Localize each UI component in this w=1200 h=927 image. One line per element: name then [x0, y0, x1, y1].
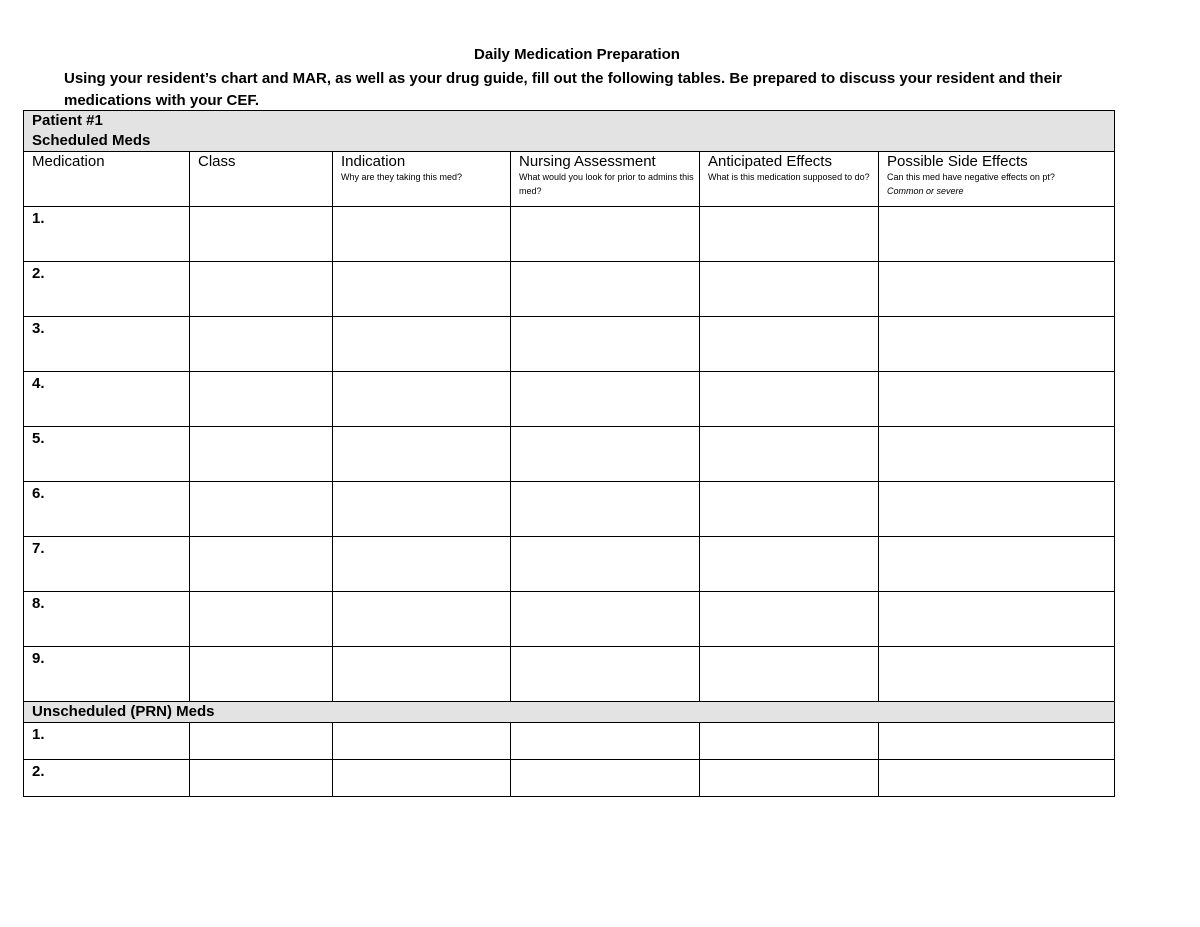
entry-cell[interactable]: [879, 427, 1115, 482]
entry-cell[interactable]: [879, 482, 1115, 537]
entry-cell[interactable]: [700, 317, 879, 372]
page-title: Daily Medication Preparation: [474, 46, 680, 63]
row-number-cell: [24, 723, 190, 760]
entry-cell[interactable]: [511, 482, 700, 537]
entry-cell[interactable]: [511, 537, 700, 592]
row-number-cell: [24, 592, 190, 647]
column-header: [879, 152, 1115, 207]
row-number-cell: [24, 482, 190, 537]
medication-table: [23, 110, 1114, 809]
entry-cell[interactable]: [333, 372, 511, 427]
entry-cell[interactable]: [511, 207, 700, 262]
entry-cell[interactable]: [333, 317, 511, 372]
column-header-label: Indication: [341, 153, 406, 170]
instructions: Using your resident’s chart and MAR, as well as your drug guide, fill out the following tables. Be prepared to discuss your resident and their medications with your CEF.: [64, 70, 1062, 109]
column-header-hint: What is this medication supposed to do?: [708, 172, 870, 182]
column-header-hint-italic: Common or severe: [887, 186, 964, 196]
row-number-cell: [24, 317, 190, 372]
row-number-cell: [24, 760, 190, 797]
entry-cell[interactable]: [333, 592, 511, 647]
entry-cell[interactable]: [700, 427, 879, 482]
entry-cell[interactable]: [511, 592, 700, 647]
row-number-cell: [24, 427, 190, 482]
row-number: 7.: [32, 540, 45, 557]
entry-cell[interactable]: [511, 262, 700, 317]
row-number-cell: [24, 207, 190, 262]
table-row: [24, 427, 1115, 482]
entry-cell[interactable]: [511, 723, 700, 760]
table-row: [24, 207, 1115, 262]
row-number: 1.: [32, 210, 45, 227]
entry-cell[interactable]: [190, 427, 333, 482]
entry-cell[interactable]: [190, 207, 333, 262]
scheduled-label: Scheduled Meds: [32, 132, 151, 149]
entry-cell[interactable]: [879, 760, 1115, 797]
entry-cell[interactable]: [700, 207, 879, 262]
table-row: [24, 262, 1115, 317]
row-number: 2.: [32, 265, 45, 282]
entry-cell[interactable]: [879, 537, 1115, 592]
table-row: [24, 760, 1115, 797]
entry-cell[interactable]: [190, 647, 333, 702]
row-number: 8.: [32, 595, 45, 612]
prn-label: Unscheduled (PRN) Meds: [32, 703, 215, 720]
scheduled-meds-body: [24, 207, 1115, 702]
table-row: [24, 723, 1115, 760]
entry-cell[interactable]: [190, 760, 333, 797]
entry-cell[interactable]: [879, 317, 1115, 372]
column-header-row: [24, 152, 1115, 207]
table-row: [24, 647, 1115, 702]
table-row: [24, 537, 1115, 592]
entry-cell[interactable]: [700, 537, 879, 592]
entry-cell[interactable]: [879, 207, 1115, 262]
column-header: [511, 152, 700, 207]
column-header-label: Class: [198, 153, 236, 170]
entry-cell[interactable]: [879, 592, 1115, 647]
column-header: [333, 152, 511, 207]
column-header-hint: Can this med have negative effects on pt?: [887, 172, 1055, 182]
entry-cell[interactable]: [511, 427, 700, 482]
column-header-label: Possible Side Effects: [887, 153, 1028, 170]
row-number-cell: [24, 262, 190, 317]
entry-cell[interactable]: [190, 592, 333, 647]
entry-cell[interactable]: [511, 647, 700, 702]
entry-cell[interactable]: [700, 723, 879, 760]
column-header-label: Nursing Assessment: [519, 153, 656, 170]
column-header-label: Anticipated Effects: [708, 153, 832, 170]
entry-cell[interactable]: [333, 482, 511, 537]
entry-cell[interactable]: [879, 372, 1115, 427]
entry-cell[interactable]: [700, 760, 879, 797]
row-number: 4.: [32, 375, 45, 392]
row-number: 6.: [32, 485, 45, 502]
patient-header: [24, 111, 1115, 152]
entry-cell[interactable]: [333, 647, 511, 702]
entry-cell[interactable]: [333, 207, 511, 262]
column-header: [24, 152, 190, 207]
entry-cell[interactable]: [511, 317, 700, 372]
row-number: 5.: [32, 430, 45, 447]
entry-cell[interactable]: [190, 482, 333, 537]
entry-cell[interactable]: [700, 262, 879, 317]
table-row: [24, 482, 1115, 537]
entry-cell[interactable]: [333, 262, 511, 317]
entry-cell[interactable]: [190, 537, 333, 592]
prn-header: [24, 702, 1115, 723]
prn-meds-body: [24, 723, 1115, 797]
table-row: [24, 372, 1115, 427]
table-row: [24, 592, 1115, 647]
entry-cell[interactable]: [700, 482, 879, 537]
entry-cell[interactable]: [190, 262, 333, 317]
entry-cell[interactable]: [879, 262, 1115, 317]
entry-cell[interactable]: [511, 760, 700, 797]
entry-cell[interactable]: [333, 723, 511, 760]
column-header: [190, 152, 333, 207]
column-header-label: Medication: [32, 153, 105, 170]
column-header-hint: Why are they taking this med?: [341, 172, 463, 182]
entry-cell[interactable]: [190, 317, 333, 372]
entry-cell[interactable]: [190, 723, 333, 760]
row-number-cell: [24, 647, 190, 702]
row-number: 1.: [32, 726, 45, 743]
column-header: [700, 152, 879, 207]
entry-cell[interactable]: [333, 760, 511, 797]
row-number-cell: [24, 372, 190, 427]
column-header-hint: What would you look for prior to admins this med?: [519, 172, 694, 196]
patient-label: Patient #1: [32, 112, 103, 129]
entry-cell[interactable]: [190, 372, 333, 427]
entry-cell[interactable]: [700, 592, 879, 647]
entry-cell[interactable]: [700, 647, 879, 702]
entry-cell[interactable]: [879, 647, 1115, 702]
row-number: 2.: [32, 763, 45, 780]
entry-cell[interactable]: [700, 372, 879, 427]
table-row: [24, 317, 1115, 372]
entry-cell[interactable]: [333, 427, 511, 482]
entry-cell[interactable]: [333, 537, 511, 592]
entry-cell[interactable]: [879, 723, 1115, 760]
row-number-cell: [24, 537, 190, 592]
entry-cell[interactable]: [511, 372, 700, 427]
row-number: 9.: [32, 650, 45, 667]
row-number: 3.: [32, 320, 45, 337]
